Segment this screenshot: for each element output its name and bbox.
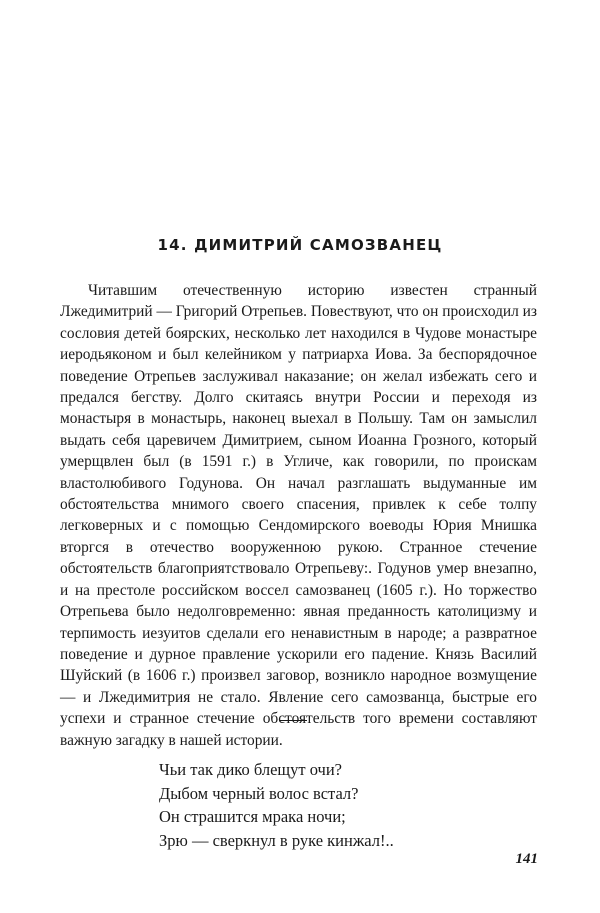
verse-line: Он страшится мрака ночи; — [159, 807, 346, 826]
page-number: 141 — [515, 851, 538, 867]
verse-stanza — [159, 758, 519, 852]
verse-line: Дыбом черный волос встал? — [159, 783, 359, 803]
body-paragraph: Читавшим отечественную историю известен странный Лжедимитрий — Григорий Отрепьев. Повествуют, что он происходил из сословия детей боярских, несколько лет находился в Чудове монастыре иеродьяконом и был келейником у патриарха Иова. За беспорядочное поведение Отрепьев заслуживал наказание; он желал избежать сего и предался бегству. Долго скитаясь внутри России и переходя из монастыря в монастырь, наконец выехал в Польшу. Там он замыслил выдать себя царевичем Димитрием, сыном Иоанна Грозного, который умерщвлен был (в 1591 г.) в Угличе, как говорили, по проискам властолюбивого Годунова. Он начал разглашать выдуманные им обстоятельства мнимого своего спасения, привлек к себе толпу легковерных и с помощью Сендомирского воеводы Юрия Мнишка вторгся в отечество вооруженною рукою. Странное стечение обстоятельств благоприятствовало Отрепьеву:. Годунов умер внезапно, и на престоле российском воссел самозванец (1605 г.). Но торжество Отрепьева было недолговременно: явная преданность католицизму и терпимость иезуитов сделали его ненавистным в народе; а развратное поведение и дурное правление ускорили его падение. Князь Василий Шуйский (в 1606 г.) произвел заговор, возникло народное возмущение — и Лжедимитрия не стало. Явление сего самозванца, быстрые его успехи и странное стечение обстоятельств того времени составляют важную загадку в нашей истории. — [60, 282, 537, 749]
chapter-heading: 14. ДИМИТРИЙ САМОЗВАНЕЦ — [157, 236, 443, 254]
verse-line: Чьи так дико блещут очи? — [159, 760, 342, 779]
verse-line: Зрю — сверкнул в руке кинжал!.. — [159, 830, 394, 850]
section-divider — [279, 720, 307, 721]
